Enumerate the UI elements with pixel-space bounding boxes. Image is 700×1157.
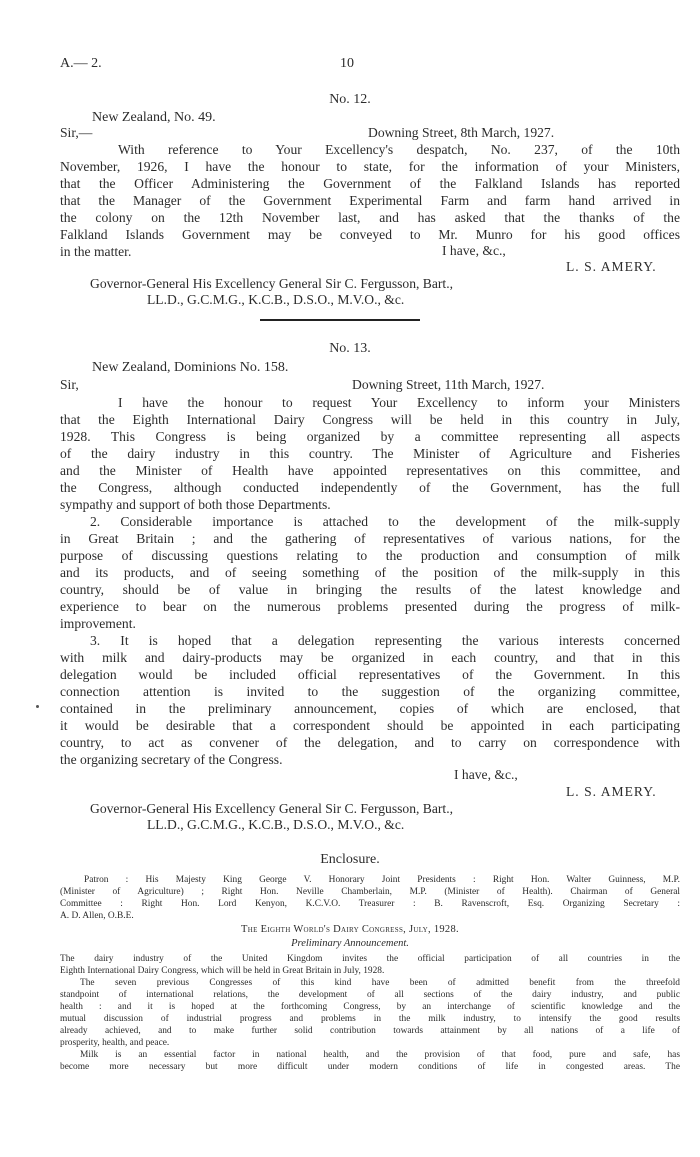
letter-12-place-date: Downing Street, 8th March, 1927. xyxy=(368,125,555,140)
letter-13-body-line: in Great Britain ; and the gathering of representatives of various nations, for the xyxy=(60,531,680,546)
letter-12-body-line: that the Officer Administering the Government of the Falkland Islands has reported xyxy=(60,176,680,191)
letter-12-closing: I have, &c., xyxy=(442,243,506,258)
letter-13-signature: L. S. AMERY. xyxy=(566,784,657,799)
enclosure-body-line: prosperity, health, and peace. xyxy=(60,1038,170,1048)
letter-12-number: No. 12. xyxy=(329,92,371,107)
enclosure-patron-line: Patron : His Majesty King George V. Honorary Joint Presidents : Right Hon. Walter Guinness, M.P. xyxy=(84,875,680,885)
enclosure-body-line: become more necessary but more difficult under modern conditions of life in congested areas. The xyxy=(60,1062,680,1072)
letter-13-body-line: and its products, and of seeing something of the position of the milk-supply in this xyxy=(60,565,680,580)
letter-13-body-line: experience to bear on the numerous problems presented during the progress of milk- xyxy=(60,599,680,614)
letter-12-recipient: New Zealand, No. 49. xyxy=(92,110,216,125)
letter-12-body-line: With reference to Your Excellency's despatch, No. 237, of the 10th xyxy=(118,142,680,157)
letter-13-recipient: New Zealand, Dominions No. 158. xyxy=(92,360,289,375)
enclosure-body-line: Milk is an essential factor in national health, and the provision of that food, pure and safe, has xyxy=(80,1050,680,1060)
enclosure-body-line: already achieved, and to make further solid contribution towards attainment by all nations of a life of xyxy=(60,1026,680,1036)
letter-13-body-line: it would be desirable that a correspondent should be appointed in each participating xyxy=(60,718,680,733)
letter-13-body-line: and the Minister of Health have appointed representatives on this committee, and xyxy=(60,463,680,478)
letter-12-signature: L. S. AMERY. xyxy=(566,259,657,274)
letter-13-body-line: country, to act as convener of the delegation, and to carry on correspondence with xyxy=(60,735,680,750)
letter-13-body-line: that the Eighth International Dairy Congress will be held in this country in July, xyxy=(60,412,680,427)
letter-13-body-line: with milk and dairy-products may be organized in each country, and that in this xyxy=(60,650,680,665)
letter-12-body-line: November, 1926, I have the honour to state, for the information of your Ministers, xyxy=(60,159,680,174)
enclosure-subtitle: Preliminary Announcement. xyxy=(291,938,409,949)
page-number: 10 xyxy=(340,56,354,71)
enclosure-body-line: standpoint of international relations, the development of all sections of the dairy industry, and public xyxy=(60,990,680,1000)
letter-13-closing: I have, &c., xyxy=(454,767,518,782)
enclosure-body-line: health : and it is hoped at the forthcoming Congress, by an interchange of scientific knowledge and the xyxy=(60,1002,680,1012)
letter-13-number: No. 13. xyxy=(329,341,371,356)
letter-13-body-line: country, should be of value in bringing the results of the latest knowledge and xyxy=(60,582,680,597)
section-divider xyxy=(260,319,420,321)
letter-12-body-line: the colony on the 12th November last, and has asked that the thanks of the xyxy=(60,210,680,225)
letter-13-body-line: 1928. This Congress is being organized by a committee representing all aspects xyxy=(60,429,680,444)
letter-13-body-line: connection attention is invited to the suggestion of the organizing committee, xyxy=(60,684,680,699)
enclosure-patron-line: Committee : Right Hon. Lord Kenyon, K.C.V.O. Treasurer : B. Ravenscroft, Esq. Organizing Secretary : xyxy=(60,899,680,909)
letter-13-body-line: the Congress, although conducted independently of the Government, has the full xyxy=(60,480,680,495)
letter-13-salutation: Sir, xyxy=(60,377,79,392)
letter-13-body-line: I have the honour to request Your Excellency to inform your Ministers xyxy=(118,395,680,410)
letter-12-body-line: in the matter. xyxy=(60,244,132,259)
enclosure-body-line: The dairy industry of the United Kingdom invites the official participation of all countries in the xyxy=(60,954,680,964)
letter-13-body-line: the organizing secretary of the Congress. xyxy=(60,752,283,767)
enclosure-patron-line: A. D. Allen, O.B.E. xyxy=(60,911,134,921)
letter-12-addressee: Governor-General His Excellency General Sir C. Fergusson, Bart., xyxy=(90,276,454,291)
enclosure-body-line: The seven previous Congresses of this kind have been of admitted benefit from the threefold xyxy=(80,978,680,988)
letter-13-addressee-honours: LL.D., G.C.M.G., K.C.B., D.S.O., M.V.O., &c. xyxy=(147,817,405,832)
letter-13-addressee: Governor-General His Excellency General Sir C. Fergusson, Bart., xyxy=(90,801,454,816)
letter-13-body-line: 3. It is hoped that a delegation representing the various interests concerned xyxy=(90,633,680,648)
margin-mark xyxy=(36,705,39,708)
letter-13-body-line: of the dairy industry in this country. The Minister of Agriculture and Fisheries xyxy=(60,446,680,461)
letter-13-body-line: delegation would be included official representatives of the Government. In this xyxy=(60,667,680,682)
enclosure-body-line: Eighth International Dairy Congress, which will be held in Great Britain in July, 1928. xyxy=(60,966,385,976)
enclosure-heading: Enclosure. xyxy=(320,852,380,867)
letter-12-salutation: Sir,— xyxy=(60,125,93,140)
enclosure-title: The Eighth World's Dairy Congress, July, 1928. xyxy=(241,924,459,935)
letter-12-body-line: that the Manager of the Government Experimental Farm and farm hand arrived in xyxy=(60,193,680,208)
document-reference: A.— 2. xyxy=(60,56,102,71)
letter-12-addressee-honours: LL.D., G.C.M.G., K.C.B., D.S.O., M.V.O., &c. xyxy=(147,292,405,307)
letter-13-place-date: Downing Street, 11th March, 1927. xyxy=(352,377,545,392)
letter-13-body-line: purpose of discussing questions relating to the production and consumption of milk xyxy=(60,548,680,563)
enclosure-body-line: mutual discussion of industrial progress and problems in the milk industry, to intensify the good results xyxy=(60,1014,680,1024)
enclosure-patron-line: (Minister of Agriculture) ; Right Hon. Neville Chamberlain, M.P. (Minister of Health). Chairman of General xyxy=(60,887,680,897)
letter-13-body-line: 2. Considerable importance is attached to the development of the milk-supply xyxy=(90,514,680,529)
letter-13-body-line: sympathy and support of both those Departments. xyxy=(60,497,331,512)
letter-12-body-line: Falkland Islands Government may be conveyed to Mr. Munro for his good offices xyxy=(60,227,680,242)
letter-13-body-line: improvement. xyxy=(60,616,136,631)
letter-13-body-line: contained in the preliminary announcement, copies of which are enclosed, that xyxy=(60,701,680,716)
